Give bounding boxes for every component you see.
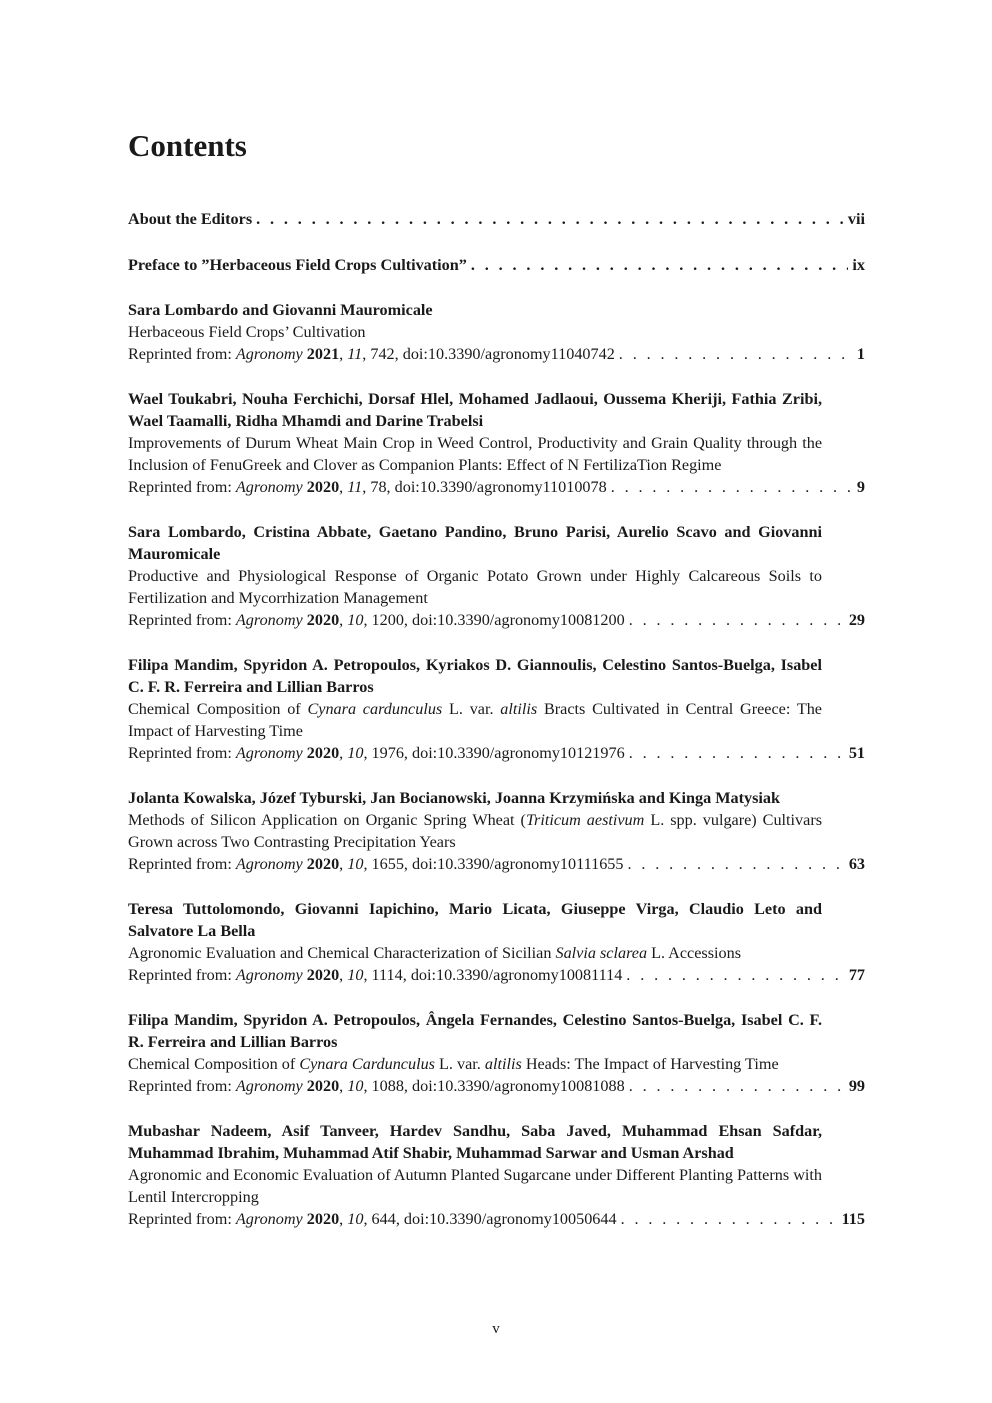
leader-dots xyxy=(611,476,853,498)
entry-title-text: Productive and Physiological Response of Organic Potato Grown under Highly Calcareous Soils to Fertilization and Mycorrhization Management xyxy=(128,567,822,607)
reprint-citation: Reprinted from: Agronomy 2020, 10, 644, doi:10.3390/agronomy10050644 xyxy=(128,1210,617,1228)
reprint-citation: Reprinted from: Agronomy 2020, 10, 1655, doi:10.3390/agronomy10111655 xyxy=(128,855,624,873)
toc-page-number: vii xyxy=(847,210,865,228)
citation-volume: 11 xyxy=(347,478,363,496)
citation-volume: 10 xyxy=(347,855,364,873)
entry-title xyxy=(128,698,822,742)
entry-title xyxy=(128,1164,822,1208)
citation-article: 1114 xyxy=(371,966,403,984)
toc-page-number: 9 xyxy=(856,478,865,496)
journal-name: Agronomy xyxy=(235,1210,303,1228)
citation-doi: doi:10.3390/agronomy10081200 xyxy=(412,611,625,629)
entry-reprint-line xyxy=(128,1208,865,1230)
entry-reprint-line xyxy=(128,964,865,986)
leader-dots xyxy=(256,208,844,230)
entry-title-text: L. var. xyxy=(442,700,501,718)
entry-title-text: Heads: The Impact of Harvesting Time xyxy=(521,1055,779,1073)
toc-entry[interactable] xyxy=(128,299,865,365)
citation-article: 78 xyxy=(370,478,387,496)
entry-title-italic: Salvia sclarea xyxy=(555,944,648,962)
reprint-prefix: Reprinted from: xyxy=(128,855,236,873)
toc-entry[interactable] xyxy=(128,388,865,498)
reprint-citation: Reprinted from: Agronomy 2020, 10, 1976, doi:10.3390/agronomy10121976 xyxy=(128,744,625,762)
reprint-prefix: Reprinted from: xyxy=(128,966,236,984)
citation-article: 1200 xyxy=(371,611,404,629)
entry-title-italic: Triticum aestivum xyxy=(525,811,645,829)
citation-volume: 11 xyxy=(347,345,363,363)
leader-dots xyxy=(621,1208,838,1230)
citation-article: 742 xyxy=(370,345,395,363)
toc-entry[interactable] xyxy=(128,521,865,631)
entry-authors: Sara Lombardo and Giovanni Mauromicale xyxy=(128,301,433,319)
citation-volume: 10 xyxy=(347,744,364,762)
citation-article: 1088 xyxy=(371,1077,404,1095)
citation-year: 2020 xyxy=(306,1077,340,1095)
leader-dots xyxy=(471,254,849,276)
toc-page-number: 63 xyxy=(848,855,865,873)
leader-dots xyxy=(629,609,845,631)
entry-title-italic: altilis xyxy=(500,700,538,718)
toc-page-number: ix xyxy=(852,256,865,274)
toc-front-item[interactable] xyxy=(128,208,865,230)
entry-title-italic: Cynara Cardunculus xyxy=(299,1055,435,1073)
toc-page-number: 1 xyxy=(856,345,865,363)
entry-authors: Mubashar Nadeem, Asif Tanveer, Hardev Sandhu, Saba Javed, Muhammad Ehsan Safdar, Muhammad Ibrahim, Muhammad Atif Shabir, Muhammad Sarwar and Usman Arshad xyxy=(128,1122,822,1162)
entry-authors: Filipa Mandim, Spyridon A. Petropoulos, Kyriakos D. Giannoulis, Celestino Santos-Buelga, Isabel C. F. R. Ferreira and Lillian Barros xyxy=(128,656,822,696)
citation-year: 2020 xyxy=(306,855,340,873)
entry-title-text: Herbaceous Field Crops’ Cultivation xyxy=(128,323,366,341)
table-of-contents xyxy=(128,208,865,1230)
toc-entry[interactable] xyxy=(128,898,865,986)
entry-title-text: Chemical Composition of xyxy=(128,1055,300,1073)
citation-volume: 10 xyxy=(347,1210,364,1228)
toc-entry[interactable] xyxy=(128,1009,865,1097)
page-title: Contents xyxy=(128,128,247,163)
leader-dots xyxy=(629,1075,845,1097)
entry-reprint-line xyxy=(128,476,865,498)
citation-article: 1976 xyxy=(371,744,404,762)
entry-title-text: Agronomic Evaluation and Chemical Characterization of Sicilian xyxy=(128,944,556,962)
toc-front-item[interactable] xyxy=(128,254,865,276)
journal-name: Agronomy xyxy=(235,611,303,629)
entry-title-text: L. Accessions xyxy=(647,944,742,962)
entry-authors: Wael Toukabri, Nouha Ferchichi, Dorsaf Hlel, Mohamed Jadlaoui, Oussema Kheriji, Fathia Zribi, Wael Taamalli, Ridha Mhamdi and Darine Trabelsi xyxy=(128,390,822,430)
citation-doi: doi:10.3390/agronomy10081114 xyxy=(410,966,623,984)
reprint-prefix: Reprinted from: xyxy=(128,1210,236,1228)
citation-year: 2020 xyxy=(306,744,340,762)
reprint-prefix: Reprinted from: xyxy=(128,744,236,762)
entry-title xyxy=(128,942,822,964)
toc-entry[interactable] xyxy=(128,1120,865,1230)
reprint-citation: Reprinted from: Agronomy 2020, 10, 1200, doi:10.3390/agronomy10081200 xyxy=(128,611,625,629)
citation-doi: doi:10.3390/agronomy11010078 xyxy=(394,478,607,496)
entry-title-text: Improvements of Durum Wheat Main Crop in Weed Control, Productivity and Grain Quality through the Inclusion of FenuGreek and Clover as Companion Plants: Effect of N FertilizaTion Regime xyxy=(128,434,822,474)
journal-name: Agronomy xyxy=(235,966,303,984)
citation-doi: doi:10.3390/agronomy10121976 xyxy=(412,744,625,762)
toc-entry[interactable] xyxy=(128,787,865,875)
entry-reprint-line xyxy=(128,1075,865,1097)
citation-doi: doi:10.3390/agronomy10111655 xyxy=(412,855,624,873)
toc-page-number: 77 xyxy=(848,966,865,984)
citation-year: 2020 xyxy=(306,966,340,984)
entry-authors: Filipa Mandim, Spyridon A. Petropoulos, Ângela Fernandes, Celestino Santos-Buelga, Isabel C. F. R. Ferreira and Lillian Barros xyxy=(128,1011,822,1051)
journal-name: Agronomy xyxy=(235,855,303,873)
entry-title xyxy=(128,565,822,609)
citation-year: 2020 xyxy=(306,1210,340,1228)
entry-reprint-line xyxy=(128,853,865,875)
citation-volume: 10 xyxy=(347,611,364,629)
leader-dots xyxy=(619,343,853,365)
entry-authors: Jolanta Kowalska, Józef Tyburski, Jan Bocianowski, Joanna Krzymińska and Kinga Matysiak xyxy=(128,789,780,807)
toc-page-number: 51 xyxy=(848,744,865,762)
journal-name: Agronomy xyxy=(235,1077,303,1095)
entry-title xyxy=(128,1053,822,1075)
journal-name: Agronomy xyxy=(235,744,303,762)
toc-front-label: Preface to ”Herbaceous Field Crops Cultivation” xyxy=(128,256,467,274)
citation-doi: doi:10.3390/agronomy11040742 xyxy=(402,345,615,363)
reprint-citation: Reprinted from: Agronomy 2020, 10, 1088, doi:10.3390/agronomy10081088 xyxy=(128,1077,625,1095)
toc-entry[interactable] xyxy=(128,654,865,764)
citation-doi: doi:10.3390/agronomy10081088 xyxy=(412,1077,625,1095)
citation-article: 644 xyxy=(371,1210,396,1228)
journal-name: Agronomy xyxy=(235,478,303,496)
entry-title-text: Bracts Cultivated in Central Greece: The Impact of Harvesting Time xyxy=(128,700,822,740)
toc-page-number: 115 xyxy=(841,1210,865,1228)
entry-title-text: Methods of Silicon Application on Organic Spring Wheat ( xyxy=(128,811,526,829)
entry-reprint-line xyxy=(128,343,865,365)
citation-volume: 10 xyxy=(347,1077,364,1095)
citation-year: 2020 xyxy=(306,611,340,629)
page-folio: v xyxy=(492,1321,500,1337)
entry-authors: Teresa Tuttolomondo, Giovanni Iapichino, Mario Licata, Giuseppe Virga, Claudio Leto and Salvatore La Bella xyxy=(128,900,822,940)
citation-article: 1655 xyxy=(371,855,404,873)
entry-authors: Sara Lombardo, Cristina Abbate, Gaetano Pandino, Bruno Parisi, Aurelio Scavo and Giovanni Mauromicale xyxy=(128,523,822,563)
leader-dots xyxy=(626,964,845,986)
entry-title xyxy=(128,809,822,853)
leader-dots xyxy=(627,853,844,875)
toc-entries xyxy=(128,299,865,1230)
reprint-citation: Reprinted from: Agronomy 2020, 10, 1114, doi:10.3390/agronomy10081114 xyxy=(128,966,623,984)
entry-title xyxy=(128,432,822,476)
reprint-citation: Reprinted from: Agronomy 2020, 11, 78, doi:10.3390/agronomy11010078 xyxy=(128,478,607,496)
entry-title-text: Agronomic and Economic Evaluation of Autumn Planted Sugarcane under Different Planting Patterns with Lentil Intercropping xyxy=(128,1166,822,1206)
citation-doi: doi:10.3390/agronomy10050644 xyxy=(403,1210,617,1228)
leader-dots xyxy=(629,742,845,764)
entry-title-italic: altilis xyxy=(484,1055,522,1073)
toc-page-number: 99 xyxy=(848,1077,865,1095)
journal-name: Agronomy xyxy=(235,345,303,363)
citation-year: 2021 xyxy=(306,345,340,363)
entry-title-text: L. spp. vulgare) Cultivars Grown across Two Contrasting Precipitation Years xyxy=(128,811,823,851)
reprint-citation: Reprinted from: Agronomy 2021, 11, 742, doi:10.3390/agronomy11040742 xyxy=(128,345,615,363)
entry-title xyxy=(128,321,822,343)
reprint-prefix: Reprinted from: xyxy=(128,478,236,496)
citation-volume: 10 xyxy=(347,966,364,984)
entry-reprint-line xyxy=(128,609,865,631)
toc-page-number: 29 xyxy=(848,611,865,629)
entry-title-text: Chemical Composition of xyxy=(128,700,308,718)
entry-title-text: L. var. xyxy=(434,1055,485,1073)
reprint-prefix: Reprinted from: xyxy=(128,345,236,363)
reprint-prefix: Reprinted from: xyxy=(128,611,236,629)
entry-title-italic: Cynara cardunculus xyxy=(307,700,443,718)
entry-reprint-line xyxy=(128,742,865,764)
toc-front-label: About the Editors xyxy=(128,210,253,228)
reprint-prefix: Reprinted from: xyxy=(128,1077,236,1095)
citation-year: 2020 xyxy=(306,478,340,496)
